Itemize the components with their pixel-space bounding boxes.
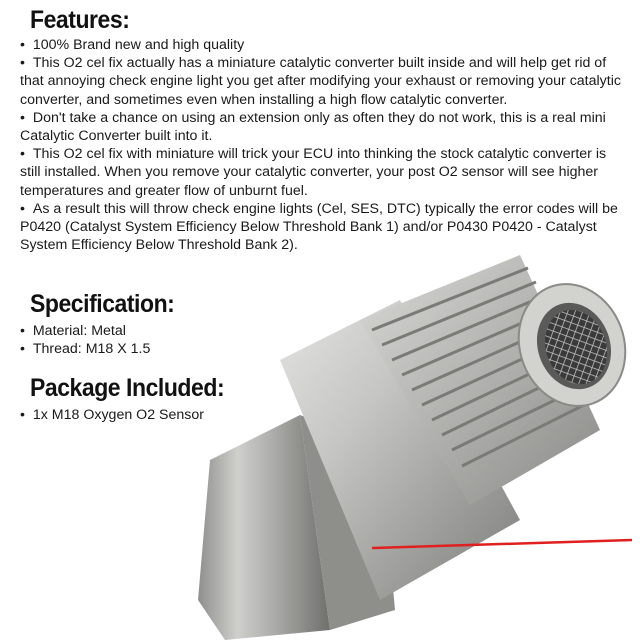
spec-item: • Thread: M18 X 1.5	[20, 340, 625, 358]
package-heading: Package Included:	[30, 374, 225, 402]
spec-item: • Material: Metal	[20, 322, 625, 340]
spacer-body	[198, 255, 640, 640]
features-heading: Features:	[30, 6, 130, 34]
feature-item: • This O2 cel fix actually has a miniature catalytic converter built inside and will help get rid of that annoying check engine light you get after modifying your exhaust or removing your catalytic converter, and sometimes even when installing a high flow catalytic converter.	[20, 54, 625, 109]
package-item: • 1x M18 Oxygen O2 Sensor	[20, 406, 625, 424]
specification-heading: Specification:	[30, 290, 175, 318]
feature-item: • 100% Brand new and high quality	[20, 36, 625, 54]
features-list	[20, 36, 625, 254]
specification-list	[20, 322, 625, 358]
package-list	[20, 406, 625, 424]
feature-item: • Don't take a chance on using an extension only as often they do not work, this is a real mini Catalytic Converter built into it.	[20, 109, 625, 145]
feature-item: • This O2 cel fix with miniature will trick your ECU into thinking the stock catalytic converter is still installed. When you remove your catalytic converter, your post O2 sensor will see higher temperatures and greater flow of unburnt fuel.	[20, 145, 625, 200]
feature-item: • As a result this will throw check engine lights (Cel, SES, DTC) typically the error codes will be P0420 (Catalyst System Efficiency Below Threshold Bank 1) and/or P0430 P0420 - Catalyst System Efficiency Below Threshold Bank 2).	[20, 200, 625, 255]
